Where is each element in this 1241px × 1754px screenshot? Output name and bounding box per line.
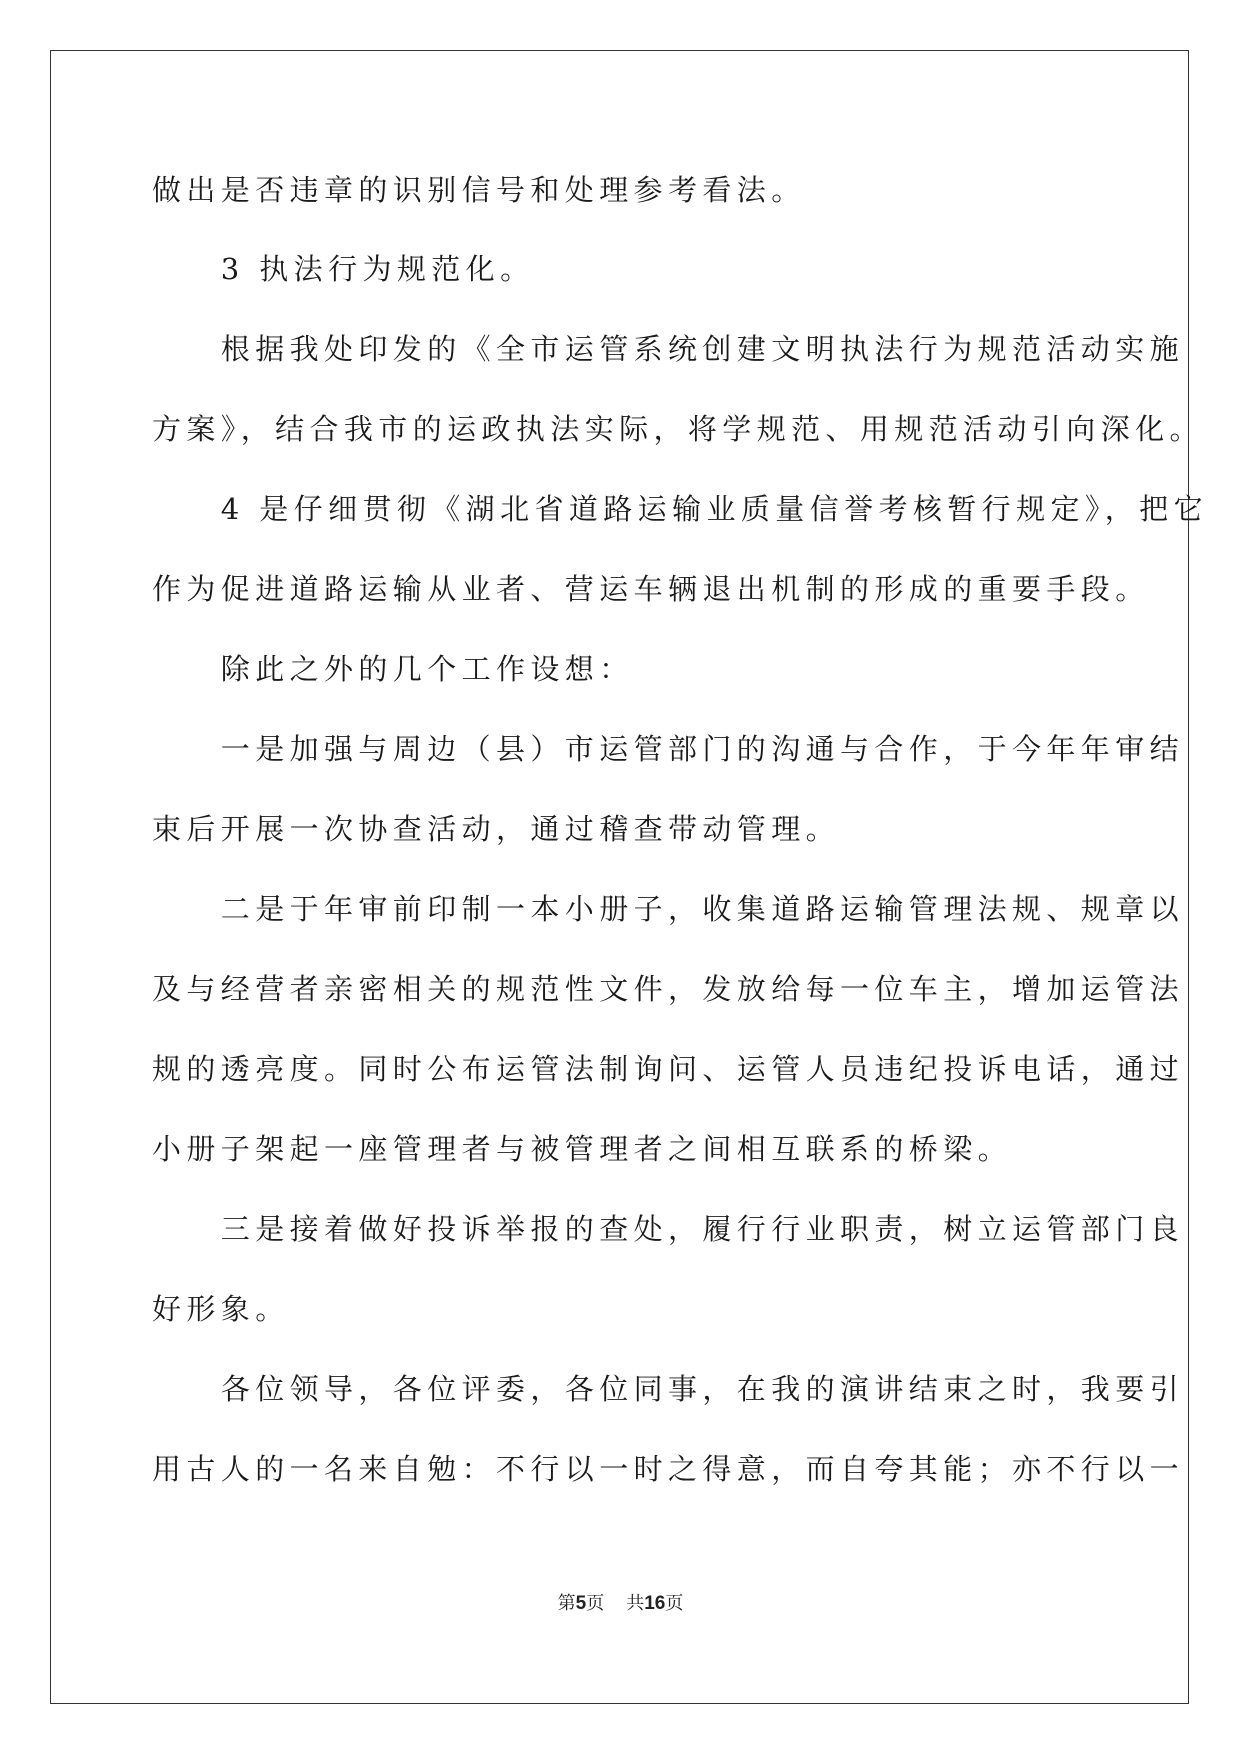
text-line: 一是加强与周边（县）市运管部门的沟通与合作，于今年年审结	[152, 732, 1185, 766]
total-pages: 16	[644, 1593, 666, 1614]
text-line: 束后开展一次协查活动，通过稽查带动管理。	[152, 812, 841, 846]
text-line: 作为促进道路运输从业者、营运车辆退出机制的形成的重要手段。	[152, 572, 1150, 606]
text-line: 根据我处印发的《全市运管系统创建文明执法行为规范活动实施	[152, 332, 1185, 366]
text-line: 各位领导，各位评委，各位同事，在我的演讲结束之时，我要引	[152, 1372, 1185, 1406]
text-line: 三是接着做好投诉举报的查处，履行行业职责，树立运管部门良	[152, 1212, 1185, 1246]
text-line: 二是于年审前印制一本小册子，收集道路运输管理法规、规章以	[152, 892, 1185, 926]
text-line: 除此之外的几个工作设想：	[152, 652, 634, 686]
text-line: 3 执法行为规范化。	[152, 252, 535, 286]
page-label-prefix: 第	[557, 1593, 576, 1614]
page-label-suffix: 页	[586, 1593, 605, 1614]
text-line: 用古人的一名来自勉：不行以一时之得意，而自夸其能；亦不行以一	[152, 1452, 1185, 1486]
total-label-prefix: 共	[626, 1593, 645, 1614]
text-line: 规的透亮度。同时公布运管法制询问、运管人员违纪投诉电话，通过	[152, 1052, 1185, 1086]
page-number: 5	[575, 1593, 587, 1614]
text-line: 4 是仔细贯彻《湖北省道路运输业质量信誉考核暂行规定》，把它	[152, 492, 1208, 526]
text-line: 做出是否违章的识别信号和处理参考看法。	[152, 173, 806, 207]
text-line: 好形象。	[152, 1292, 290, 1326]
total-label-suffix: 页	[665, 1593, 684, 1614]
text-line: 及与经营者亲密相关的规范性文件，发放给每一位车主，增加运管法	[152, 972, 1185, 1006]
text-line: 方案》，结合我市的运政执法实际，将学规范、用规范活动引向深化。	[152, 412, 1204, 446]
text-line: 小册子架起一座管理者与被管理者之间相互联系的桥梁。	[152, 1132, 1013, 1166]
page-footer	[0, 1592, 1241, 1616]
